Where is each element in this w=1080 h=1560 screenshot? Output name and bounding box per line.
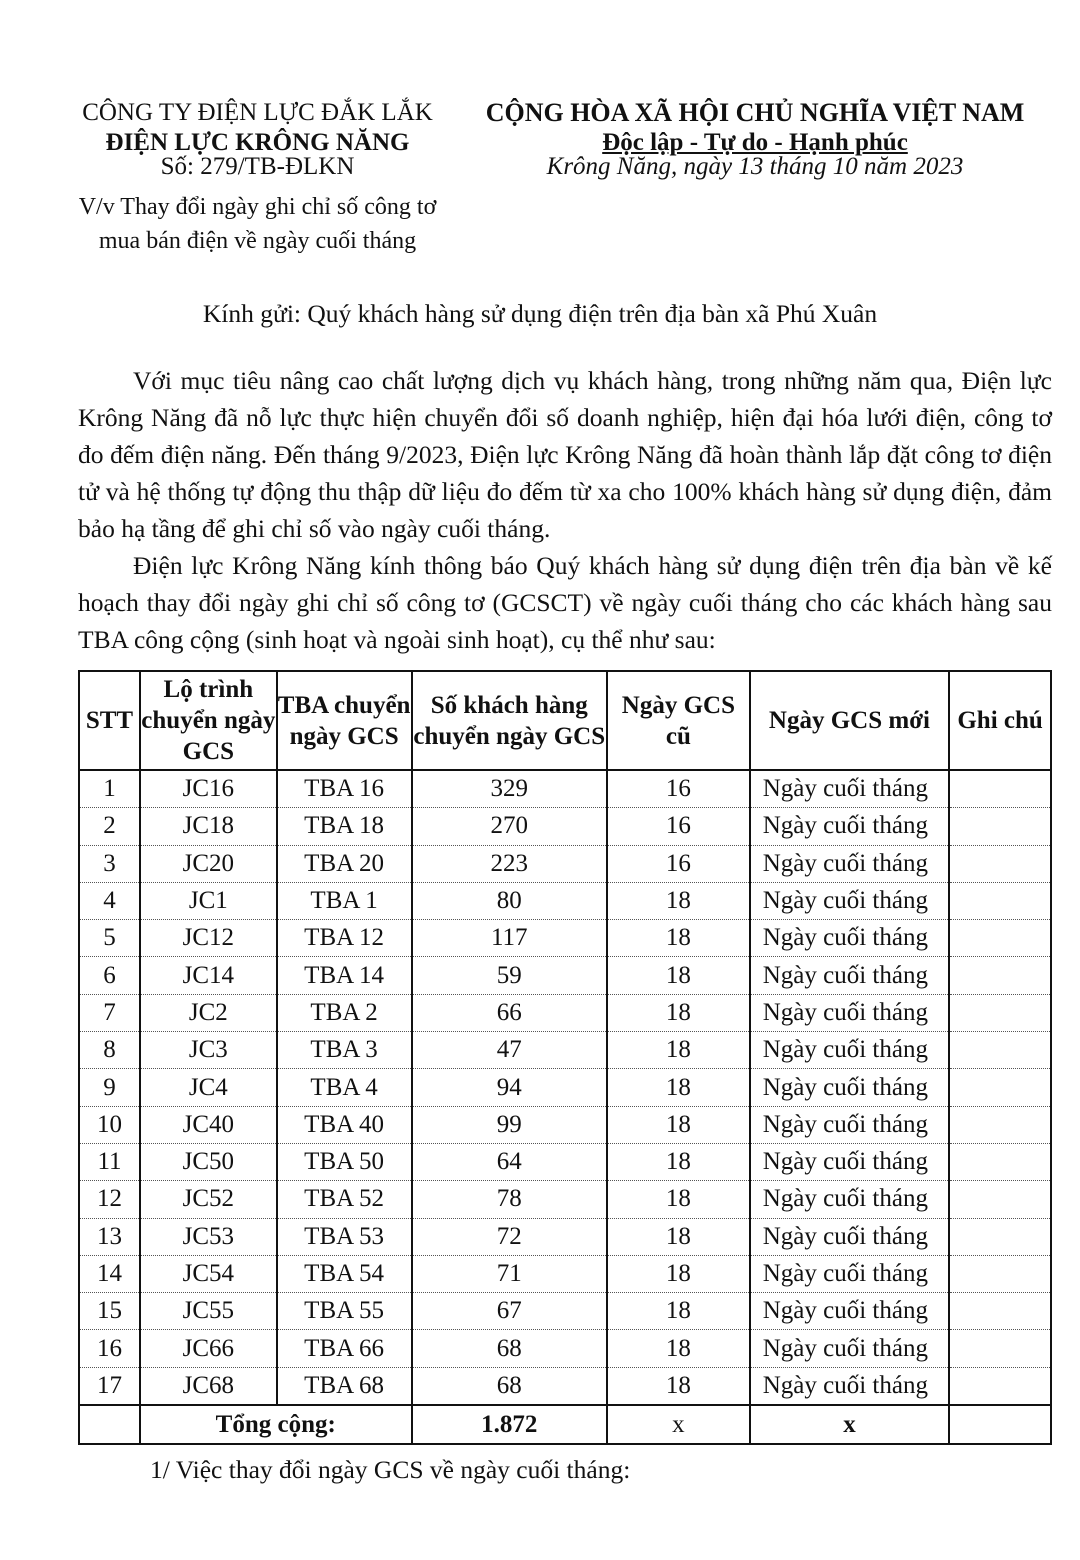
cell-ghi-chu [949,957,1051,994]
total-old-day: x [607,1405,750,1444]
total-customers: 1.872 [412,1405,608,1444]
gcs-schedule-table [78,670,1052,1445]
cell-lo-trinh: JC1 [140,882,277,919]
cell-stt: 9 [79,1069,140,1106]
cell-ngay-gcs-cu: 18 [607,1367,750,1405]
cell-so-khach-hang: 59 [412,957,608,994]
issuer-block [60,98,455,258]
table-row [79,1181,1051,1218]
cell-ghi-chu [949,994,1051,1031]
table-total-row [79,1405,1051,1444]
cell-ghi-chu [949,1143,1051,1180]
cell-ngay-gcs-moi: Ngày cuối tháng [750,1143,949,1180]
cell-ngay-gcs-cu: 16 [607,845,750,882]
cell-ghi-chu [949,1293,1051,1330]
cell-so-khach-hang: 67 [412,1293,608,1330]
cell-lo-trinh: JC50 [140,1143,277,1180]
cell-stt: 15 [79,1293,140,1330]
cell-tba: TBA 68 [277,1367,412,1405]
cell-lo-trinh: JC20 [140,845,277,882]
cell-ngay-gcs-moi: Ngày cuối tháng [750,882,949,919]
cell-ngay-gcs-moi: Ngày cuối tháng [750,1330,949,1367]
table-row [79,845,1051,882]
cell-ghi-chu [949,1106,1051,1143]
cell-ghi-chu [949,1330,1051,1367]
cell-ngay-gcs-moi: Ngày cuối tháng [750,1367,949,1405]
table-row [79,1255,1051,1292]
cell-ngay-gcs-cu: 18 [607,1032,750,1069]
table-row [79,1032,1051,1069]
cell-so-khach-hang: 80 [412,882,608,919]
cell-so-khach-hang: 78 [412,1181,608,1218]
company-name: CÔNG TY ĐIỆN LỰC ĐẮK LẮK [82,99,433,126]
table-row [79,808,1051,845]
cell-ngay-gcs-moi: Ngày cuối tháng [750,1032,949,1069]
cell-ghi-chu [949,1032,1051,1069]
cell-ngay-gcs-moi: Ngày cuối tháng [750,1181,949,1218]
cell-tba: TBA 12 [277,920,412,957]
cell-stt: 8 [79,1032,140,1069]
salutation: Kính gửi: Quý khách hàng sử dụng điện trên địa bàn xã Phú Xuân [202,299,878,328]
cell-so-khach-hang: 329 [412,770,608,808]
cell-tba: TBA 14 [277,957,412,994]
cell-lo-trinh: JC12 [140,920,277,957]
cell-ngay-gcs-moi: Ngày cuối tháng [750,957,949,994]
cell-ghi-chu [949,1069,1051,1106]
column-header-lo-trinh: Lộ trình chuyển ngày GCS [140,671,277,770]
cell-tba: TBA 66 [277,1330,412,1367]
cell-ngay-gcs-moi: Ngày cuối tháng [750,845,949,882]
cell-so-khach-hang: 47 [412,1032,608,1069]
cell-ngay-gcs-cu: 18 [607,882,750,919]
cell-stt: 16 [79,1330,140,1367]
document-number: Số: 279/TB-ĐLKN [160,153,355,180]
table-row [79,1293,1051,1330]
table-row [79,994,1051,1031]
cell-so-khach-hang: 66 [412,994,608,1031]
cell-ngay-gcs-cu: 18 [607,1181,750,1218]
table-row [79,882,1051,919]
column-header-ngay-gcs-cu: Ngày GCS cũ [607,671,750,770]
cell-so-khach-hang: 68 [412,1330,608,1367]
cell-ngay-gcs-cu: 18 [607,1330,750,1367]
cell-tba: TBA 3 [277,1032,412,1069]
table-row [79,1367,1051,1405]
column-header-so-khach-hang: Số khách hàng chuyển ngày GCS [412,671,608,770]
cell-tba: TBA 54 [277,1255,412,1292]
cell-ghi-chu [949,1181,1051,1218]
cell-ngay-gcs-moi: Ngày cuối tháng [750,770,949,808]
cell-stt: 14 [79,1255,140,1292]
cell-lo-trinh: JC52 [140,1181,277,1218]
cell-ghi-chu [949,1255,1051,1292]
total-note-cell [949,1405,1051,1444]
cell-lo-trinh: JC40 [140,1106,277,1143]
cell-so-khach-hang: 72 [412,1218,608,1255]
cell-so-khach-hang: 99 [412,1106,608,1143]
cell-tba: TBA 20 [277,845,412,882]
cell-tba: TBA 1 [277,882,412,919]
subject-line-2: mua bán điện về ngày cuối tháng [98,228,417,254]
cell-so-khach-hang: 117 [412,920,608,957]
cell-ngay-gcs-moi: Ngày cuối tháng [750,1293,949,1330]
body-paragraph-1: Với mục tiêu nâng cao chất lượng dịch vụ khách hàng, trong những năm qua, Điện lực Krông Năng đã nỗ lực thực hiện chuyển đổi số doanh nghiệp, hiện đại hóa lưới điện, công tơ đo đếm điện năng. Đến tháng 9/2023, Điện lực Krông Năng đã hoàn thành lắp đặt công tơ điện tử và hệ thống tự động thu thập dữ liệu đo đếm từ xa cho 100% khách hàng sử dụng điện, đảm bảo hạ tầng để ghi chỉ số vào ngày cuối tháng. [78,366,1052,543]
cell-stt: 12 [79,1181,140,1218]
cell-ngay-gcs-moi: Ngày cuối tháng [750,808,949,845]
cell-ngay-gcs-moi: Ngày cuối tháng [750,1106,949,1143]
nation-title: CỘNG HÒA XÃ HỘI CHỦ NGHĨA VIỆT NAM [485,98,1025,127]
cell-stt: 10 [79,1106,140,1143]
table-row [79,957,1051,994]
cell-lo-trinh: JC55 [140,1293,277,1330]
cell-stt: 13 [79,1218,140,1255]
cell-ngay-gcs-cu: 18 [607,1069,750,1106]
cell-ngay-gcs-cu: 18 [607,920,750,957]
cell-so-khach-hang: 68 [412,1367,608,1405]
cell-lo-trinh: JC68 [140,1367,277,1405]
cell-tba: TBA 53 [277,1218,412,1255]
cell-lo-trinh: JC14 [140,957,277,994]
table-row [79,1218,1051,1255]
branch-name: ĐIỆN LỰC KRÔNG NĂNG [105,129,410,156]
cell-ngay-gcs-cu: 18 [607,1255,750,1292]
body-paragraph-2: Điện lực Krông Năng kính thông báo Quý khách hàng sử dụng điện trên địa bàn về kế hoạch thay đổi ngày ghi chỉ số công tơ (GCSCT) về ngày cuối tháng cho các khách hàng sau TBA công cộng (sinh hoạt và ngoài sinh hoạt), cụ thể như sau: [78,551,1052,654]
cell-ngay-gcs-moi: Ngày cuối tháng [750,1069,949,1106]
cell-stt: 4 [79,882,140,919]
cell-ghi-chu [949,845,1051,882]
cell-ghi-chu [949,1218,1051,1255]
cell-so-khach-hang: 71 [412,1255,608,1292]
cell-so-khach-hang: 94 [412,1069,608,1106]
national-header [470,98,1040,182]
cell-ngay-gcs-cu: 18 [607,957,750,994]
cell-tba: TBA 2 [277,994,412,1031]
column-header-ngay-gcs-moi: Ngày GCS mới [750,671,949,770]
cell-stt: 17 [79,1367,140,1405]
cell-lo-trinh: JC53 [140,1218,277,1255]
cell-ghi-chu [949,808,1051,845]
cell-stt: 3 [79,845,140,882]
column-header-stt: STT [79,671,140,770]
total-label: Tổng cộng: [140,1405,412,1444]
place-date: Krông Năng, ngày 13 tháng 10 năm 2023 [546,153,964,180]
cell-ngay-gcs-moi: Ngày cuối tháng [750,994,949,1031]
cell-ngay-gcs-cu: 18 [607,994,750,1031]
section-heading-1: 1/ Việc thay đổi ngày GCS về ngày cuối tháng: [150,1455,631,1484]
cell-tba: TBA 40 [277,1106,412,1143]
table-row [79,1106,1051,1143]
subject-line-1: V/v Thay đổi ngày ghi chỉ số công tơ [78,194,437,220]
cell-tba: TBA 18 [277,808,412,845]
cell-ngay-gcs-moi: Ngày cuối tháng [750,1255,949,1292]
cell-stt: 7 [79,994,140,1031]
cell-lo-trinh: JC3 [140,1032,277,1069]
cell-ngay-gcs-cu: 18 [607,1106,750,1143]
cell-ghi-chu [949,920,1051,957]
column-header-tba: TBA chuyển ngày GCS [277,671,412,770]
cell-tba: TBA 50 [277,1143,412,1180]
cell-stt: 11 [79,1143,140,1180]
cell-so-khach-hang: 270 [412,808,608,845]
cell-ngay-gcs-moi: Ngày cuối tháng [750,1218,949,1255]
cell-so-khach-hang: 64 [412,1143,608,1180]
cell-lo-trinh: JC18 [140,808,277,845]
cell-ngay-gcs-cu: 18 [607,1293,750,1330]
cell-so-khach-hang: 223 [412,845,608,882]
table-row [79,1069,1051,1106]
cell-stt: 5 [79,920,140,957]
table-row [79,1143,1051,1180]
cell-ngay-gcs-cu: 16 [607,770,750,808]
cell-ghi-chu [949,1367,1051,1405]
table-header-row [79,671,1051,770]
cell-lo-trinh: JC2 [140,994,277,1031]
cell-lo-trinh: JC4 [140,1069,277,1106]
cell-stt: 6 [79,957,140,994]
table-row [79,770,1051,808]
total-blank-cell [79,1405,140,1444]
cell-ngay-gcs-moi: Ngày cuối tháng [750,920,949,957]
cell-tba: TBA 16 [277,770,412,808]
cell-stt: 2 [79,808,140,845]
cell-tba: TBA 55 [277,1293,412,1330]
column-header-ghi-chu: Ghi chú [949,671,1051,770]
cell-tba: TBA 52 [277,1181,412,1218]
cell-lo-trinh: JC16 [140,770,277,808]
cell-ngay-gcs-cu: 18 [607,1218,750,1255]
table-row [79,1330,1051,1367]
table-row [79,920,1051,957]
cell-ghi-chu [949,882,1051,919]
cell-ngay-gcs-cu: 16 [607,808,750,845]
cell-ghi-chu [949,770,1051,808]
cell-lo-trinh: JC66 [140,1330,277,1367]
cell-ngay-gcs-cu: 18 [607,1143,750,1180]
national-motto: Độc lập - Tự do - Hạnh phúc [602,129,908,156]
cell-lo-trinh: JC54 [140,1255,277,1292]
total-new-day: x [750,1405,949,1444]
cell-tba: TBA 4 [277,1069,412,1106]
cell-stt: 1 [79,770,140,808]
